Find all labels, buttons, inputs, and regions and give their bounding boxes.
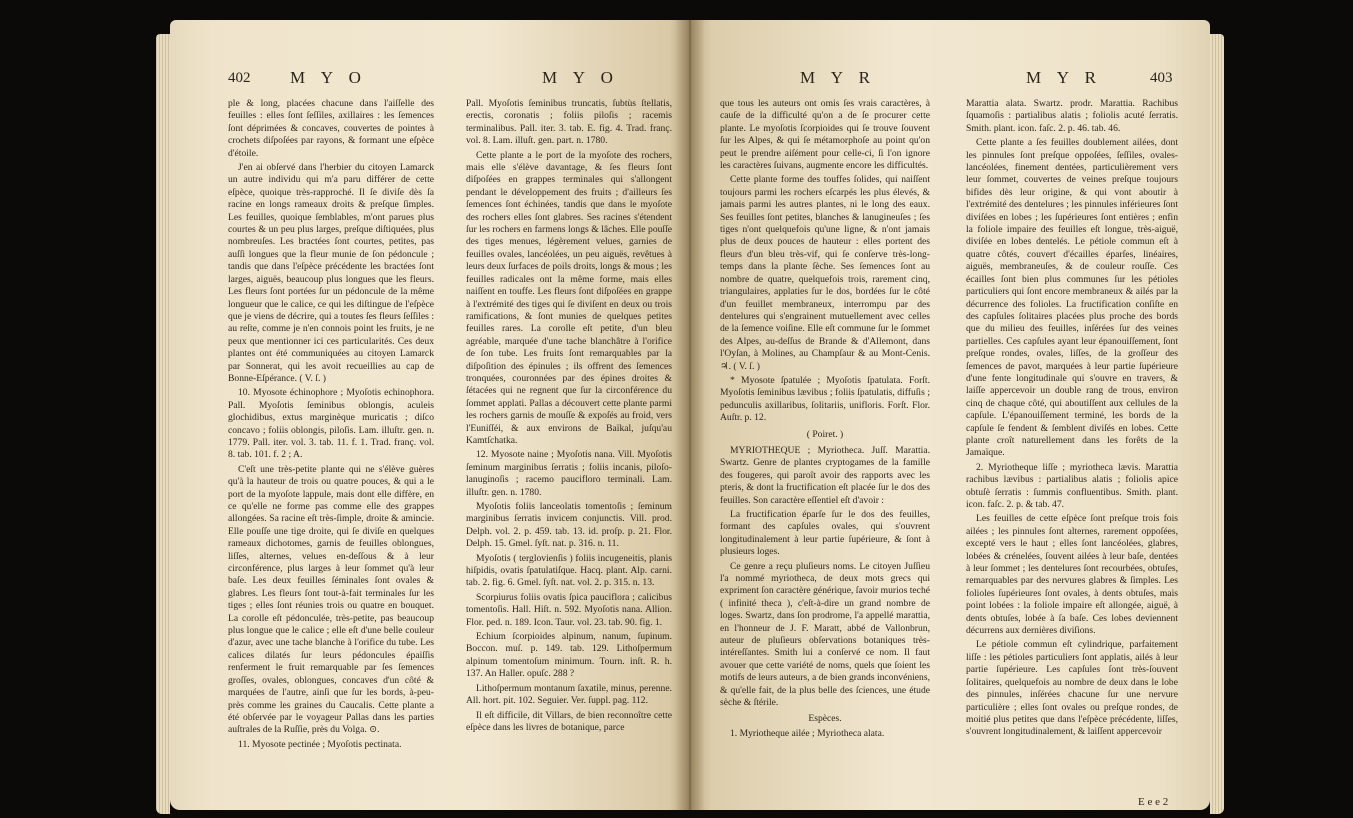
right-page: [690, 20, 1210, 810]
paragraph: Pall. Myoſotis ſeminibus truncatis, ſubtùs ſtellatis, erectis, coronatis ; foliis piloſis ; racemis terminalibus. Pall. iter. 3. tab. E. fig. 4. Trad. franç. vol. 8. Lam. illuſt. gen. part. n. 1780.: [466, 98, 672, 147]
section-heading: Espèces.: [808, 712, 842, 724]
paragraph: La fructification éparſe ſur le dos des feuilles, formant des capſules ovales, qui s'ouvrent longitudinalement à leur partie ſupérieure, & ſont à plusieurs loges.: [720, 509, 930, 558]
paragraph: J'en ai obſervé dans l'herbier du citoyen Lamarck un autre individu qui m'a paru différer de cette eſpèce, quoique très-rapproché. Il ſe diviſe dès ſa racine en longs rameaux droits & preſque ſimples. Les feuilles, quoique ſemblables, m'ont parues plus courtes & un peu plus larges, preſque diſtiquées, plus nombreuſes. Les bractées ſont courtes, petites, pas auſſi longues que la fleur munie de ſon pédoncule ; tandis que dans l'eſpèce précédente les bractées ſont larges, aiguës, beaucoup plus longues que les fleurs. Les fleurs ſont portées ſur un pédoncule de la même longueur que le calice, ce qui les diſtingue de l'eſpèce que je viens de décrire, qui a toutes ſes fleurs ſeſſiles : au reſte, comme je n'en connois point les fruits, je ne peux que mentionner ici ces particularités. Ces deux plantes ont été communiquées au citoyen Lamarck par Sonnerat, qui les avoit recueillies au cap de Bonne-Eſpérance. ( V. ſ. ): [228, 162, 434, 384]
paragraph: 2. Myriotheque liſſe ; myriotheca lævis. Marattia rachibus lævibus : partialibus alatis ; foliolis apice obtuſè ſerratis : ſummis confluentibus. Smith. plant. icon. faſc. 2. p. & tab. 47.: [966, 461, 1178, 510]
paragraph: Echium ſcorpioides alpinum, nanum, ſupinum. Boccon. muſ. p. 149. tab. 129. Lithoſpermum alpinum tomentoſum minimum. Tourn. inſt. R. h. 137. An Haller. opuſc. 288 ?: [466, 631, 672, 680]
page-edges-left: [156, 34, 170, 814]
open-book: [170, 20, 1210, 810]
signature-mark: E e e 2: [1138, 796, 1169, 808]
page-edges-right: [1210, 34, 1224, 814]
paragraph: Cette plante a le port de la myoſote des rochers, mais elle s'élève davantage, & ſes fleurs ſont diſpoſées en grappes terminales qui s'allongent pendant le développement des fruits ; d'ailleurs ſes ſemences ſont échinées, tandis que dans le myoſote des rochers elles ſont glabres. Ses racines s'étendent ſur les rochers en farmens longs & lâches. Elle pouſſe des tiges menues, légèrement velues, garnies de feuilles ovales, lancéolées, un peu aiguës, revêtues à leurs deux ſurfaces de poils droits, longs & mous ; les feuilles radicales ont la même forme, mais elles naiſſent en touffe. Les fleurs ſont diſpoſées en grappe à l'extrémité des tiges qui ſe diviſent en deux ou trois ramifications, & ſont munies de quelques petites feuilles rares. La corolle eſt petite, d'un bleu agréable, marquée d'une tache blanchâtre à l'orifice de ſon tube. Les fruits ſont remarquables par la diſpoſition des épinules ; ils offrent des ſemences tronquées, couronnées par des épines droites & ſétacées qui ne regnent que ſur la circonférence du ſommet applati. Pallas a découvert cette plante parmi les rochers garnis de mouſſe & expoſés au froid, vers l'Euniſſéi, & aux environs de Baïkal, juſqu'au Kamtſchatka.: [466, 149, 672, 446]
page-number-left: 402: [228, 70, 251, 86]
left-column-2: [466, 98, 672, 798]
paragraph: Scorpiurus foliis ovatis ſpica pauciflora ; calicibus tomentoſis. Hall. Hiſt. n. 592. Myoſotis nana. Allion. Flor. ped. n. 189. Icon. Taur. vol. 23. tab. 90. fig. 1.: [466, 591, 672, 628]
paragraph: que tous les auteurs ont omis ſes vrais caractères, à cauſe de la difficulté qu'on a de ſe procurer cette plante. Le myoſotis ſcorpioides qui ſe trouve ſouvent ſur les Alpes, & qui ſe métamorphoſe au point qu'on peut le prendre aiſément pour celle-ci, ſi l'on ignore les caractères ſuivans, augmente encore les difficultés.: [720, 98, 930, 172]
running-head-center-right: M Y R: [800, 68, 876, 87]
paragraph: 1. Myriotheque ailée ; Myriotheca alata.: [730, 727, 885, 739]
paragraph: 12. Myosote naine ; Myoſotis nana. Vill. Myoſotis ſeminum marginibus ſerratis ; foliis incanis, piloſo-lanuginoſis ; racemo paucifloro terminali. Lam. illuſtr. gen. n. 1780.: [466, 449, 672, 498]
paragraph: ple & long, placées chacune dans l'aiſſelle des feuilles : elles ſont ſeſſiles, axillaires : les ſemences ſont déprimées & concaves, couvertes de pointes à crochets diſpoſées par rayons, & formant une eſpèce d'étoile.: [228, 98, 434, 159]
paragraph: Lithoſpermum montanum ſaxatile, minus, perenne. All. hort. pit. 102. Seguier. Ver. ſuppl. pag. 112.: [466, 682, 672, 707]
paragraph: Cette plante forme des touffes ſolides, qui naiſſent toujours parmi les rochers eſcarpés les plus élevés, & jamais parmi les autres plantes, ni le long des eaux. Ses feuilles ſont petites, blanches & lanugineuſes ; ſes tiges n'ont quelquefois qu'une ligne, & n'ont jamais plus de deux pouces de hauteur : elles portent des fleurs d'un bleu très-vif, qui ſe conſerve très-long-temps dans la plante ſèche. Ses ſemences ſont au nombre de quatre, quelquefois trois, rarement cinq, triangulaires, applaties ſur le dos, bordées ſur le côté d'un feuillet membraneux, interrompu par des dentelures qui s'engrainent mutuellement avec celles de la ſemence voiſine. Elle eſt commune ſur le ſommet des Alpes, au-deſſus de Brande & d'Allemont, dans l'Oyſan, à Molines, au Champſaur & au Mont-Cenis. ♃. ( V. ſ. ): [720, 174, 930, 372]
paragraph: 11. Myosote pectinée ; Myoſotis pectinata.: [238, 738, 402, 750]
page-number-right: 403: [1150, 70, 1173, 86]
paragraph: MYRIOTHEQUE ; Myriotheca. Juſſ. Marattia. Swartz. Genre de plantes cryptogames de la famille des fougeres, qui paroît avoir des rapports avec les pteris, & dont la fructification eſt placée ſur le dos des feuilles. Son caractère eſſentiel eſt d'avoir :: [720, 444, 930, 506]
paragraph: Marattia alata. Swartz. prodr. Marattia. Rachibus ſquamoſis : partialibus alatis ; foliolis acuté ſerratis. Smith. plant. icon. faſc. 2. p. 46. tab. 46.: [966, 98, 1178, 134]
paragraph: Il eſt difficile, dit Villars, de bien reconnoître cette eſpèce dans les livres de botanique, parce: [466, 709, 672, 733]
paragraph: Cette plante a ſes feuilles doublement ailées, dont les pinnules ſont preſque oppoſées, ſeſſiles, ovales-lancéolées, finement dentées, particulièrement vers leur ſommet, couvertes de veines preſque toujours bifides dès leur origine, & qui vont aboutir à l'extrémité des dentelures ; les pinnules inférieures ſont diviſées en lobes ; les ſupérieures ſont entières ; enfin la foliole impaire des feuilles eſt longue, très-aiguë, diviſée en lobes dentelés. Le pétiole commun eſt à quatre côtés, couvert d'écailles éparſes, linéaires, aiguës, membraneuſes, & de couleur rouſſe. Ces écailles ſont bien plus communes ſur les pétioles particuliers qui ſont encore membraneux & ailés par la décurrence des folioles. La fructification conſiſte en des capſules ſolitaires placées plus proche des bords que du milieu des feuilles, inſérées ſur des veines partielles. Ces capſules ayant leur épanouiſſement, ſont preſque rondes, ovales, liſſes, de la groſſeur des ſemences de pavot, marquées à leur partie ſupérieure d'une fente longitudinale qui s'ouvre en travers, & laiſſe appercevoir un double rang de trous, environ cinq de chaque côté, qui aboutiſſent aux cellules de la capſule. L'épanouiſſement terminé, les bords de la capſule ſe fendent & ſemblent diviſés en lobes. Cette plante croît naturellement dans les forêts de la Jamaïque.: [966, 137, 1178, 459]
running-head-left: M Y O: [290, 68, 367, 87]
paragraph: * Myosote ſpatulée ; Myoſotis ſpatulata. Forſt. Myoſotis ſeminibus lævibus ; foliis ſpatulatis, diffuſis ; pedunculis axillaribus, ſolitariis, unifloris. Forſt. Flor. Auſtr. p. 12.: [720, 374, 930, 424]
left-page: [170, 20, 690, 810]
paragraph: Les feuilles de cette eſpèce ſont preſque trois fois ailées ; les pinnules ſont alternes, rarement oppoſées, excepté vers le haut ; elles ſont lancéolées, glabres, lobées & crénelées, ſouvent ailées à leur baſe, dentées à leur ſommet ; les dentelures ſont recourbées, obtuſes, remarquables par des nervures glabres & ſimples. Les folioles ſupérieures ſont ovales, à dents obtuſes, mais point lobées : la foliole impaire eſt allongée, aiguë, à dents obtuſes, lobée à ſa baſe. Ces lobes deviennent décurrens aux dernières diviſions.: [966, 513, 1178, 637]
running-head-center-left: M Y O: [542, 68, 619, 87]
paragraph: Ce genre a reçu pluſieurs noms. Le citoyen Juſſieu l'a nommé myriotheca, de deux mots grecs qui expriment ſon caractère générique, ſavoir murios teché ( infinité theca ), c'eſt-à-dire un grand nombre de loges. Swartz, dans ſon prodrome, l'a appellé marattia, en l'honneur de J. F. Maratt, abbé de Vallonbrun, auteur de pluſieurs obſervations botaniques très-intéreſſantes. Smith lui a conſervé ce nom. Il faut avouer que cette variété de noms, quels que ſoient les motifs de leurs auteurs, a de bien grands inconvéniens, & qu'elle fait, de la plus belle des ſciences, une étude sèche & ſtérile.: [720, 560, 930, 709]
paragraph: Myoſotis foliis lanceolatis tomentoſis ; ſeminum marginibus ſerratis invicem conjunctis. Vill. prod. Delph. vol. 2. p. 459. tab. 13. id. proſp. p. 21. Flor. Delph. 15. Gmel. ſyſt. nat. p. 316. n. 11.: [466, 501, 672, 550]
paragraph: Le pétiole commun eſt cylindrique, parfaitement liſſe : les pétioles particuliers ſont applatis, ailés à leur partie ſupérieure. Les capſules ſont très-ſouvent ſolitaires, quelquefois au nombre de deux dans le lobe des pinnules, inſérées chacune ſur une nervure particulière ; elles ſont ovales ou preſque rondes, de moitié plus petites que dans l'eſpèce précédente, liſſes, s'ouvrent longitudinalement, & laiſſent appercevoir: [966, 639, 1178, 738]
author-note: ( Poiret. ): [806, 428, 844, 440]
right-column-1: [720, 98, 930, 798]
running-head-right: M Y R: [1026, 68, 1102, 87]
paragraph: Myoſotis ( terglovienſis ) foliis incugeneitis, planis hiſpidis, ovatis ſpatulatiſque. Hacq. plant. Alp. carni. tab. 2. fig. 6. Gmel. ſyſt. nat. vol. 2. p. 315. n. 13.: [466, 552, 672, 589]
left-column-1: [228, 98, 434, 798]
right-column-2: [966, 98, 1178, 798]
paragraph: 10. Myosote échinophore ; Myoſotis echinophora. Pall. Myoſotis ſeminibus oblongis, aculeis glochidibus, extus marginèque muricatis ; diſco concavo ; foliis oblongis, piloſis. Lam. illuſtr. gen. n. 1779. Pall. iter. vol. 3. tab. 11. f. 1. Trad. franç. vol. 8. tab. 101. f. 2 ; A.: [228, 387, 434, 461]
book-gutter: [675, 20, 705, 810]
paragraph: C'eſt une très-petite plante qui ne s'élève guères qu'à la hauteur de trois ou quatre pouces, & qui a le port de la myoſote lappule, mais dont elle diffère, en ce qu'elle ne forme pas comme elle des grappes allongées. Sa racine eſt très-ſimple, droite & amincie. Elle pouſſe une tige droite, qui ſe diviſe en quelques rameaux dichotomes, garnis de feuilles oblongues, liſſes, alternes, velues en-deſſous & à leur circonférence, plus larges à leur ſommet qu'à leur baſe. Les deux feuilles ſéminales ſont ovales & glabres. Les fleurs ſont tout-à-fait terminales ſur les tiges ; elles ſont réunies trois ou quatre en bouquet. La corolle eſt pédonculée, très-petite, pas beaucoup plus longue que le calice ; elle eſt d'une belle couleur d'azur, avec une tache blanche à l'orifice du tube. Les calices dilatés ſur leurs pédoncules épaiſſis renferment le fruit remarquable par ſes ſemences groſſes, ovales, oblongues, concaves d'un côté & marquées de l'autre, ainſi que ſur les bords, à-peu-près comme les graines du Caucalis. Cette plante a été obſervée par le voyageur Pallas dans les parties auſtrales de la Ruſſie, près du Volga. ⊙.: [228, 463, 434, 736]
